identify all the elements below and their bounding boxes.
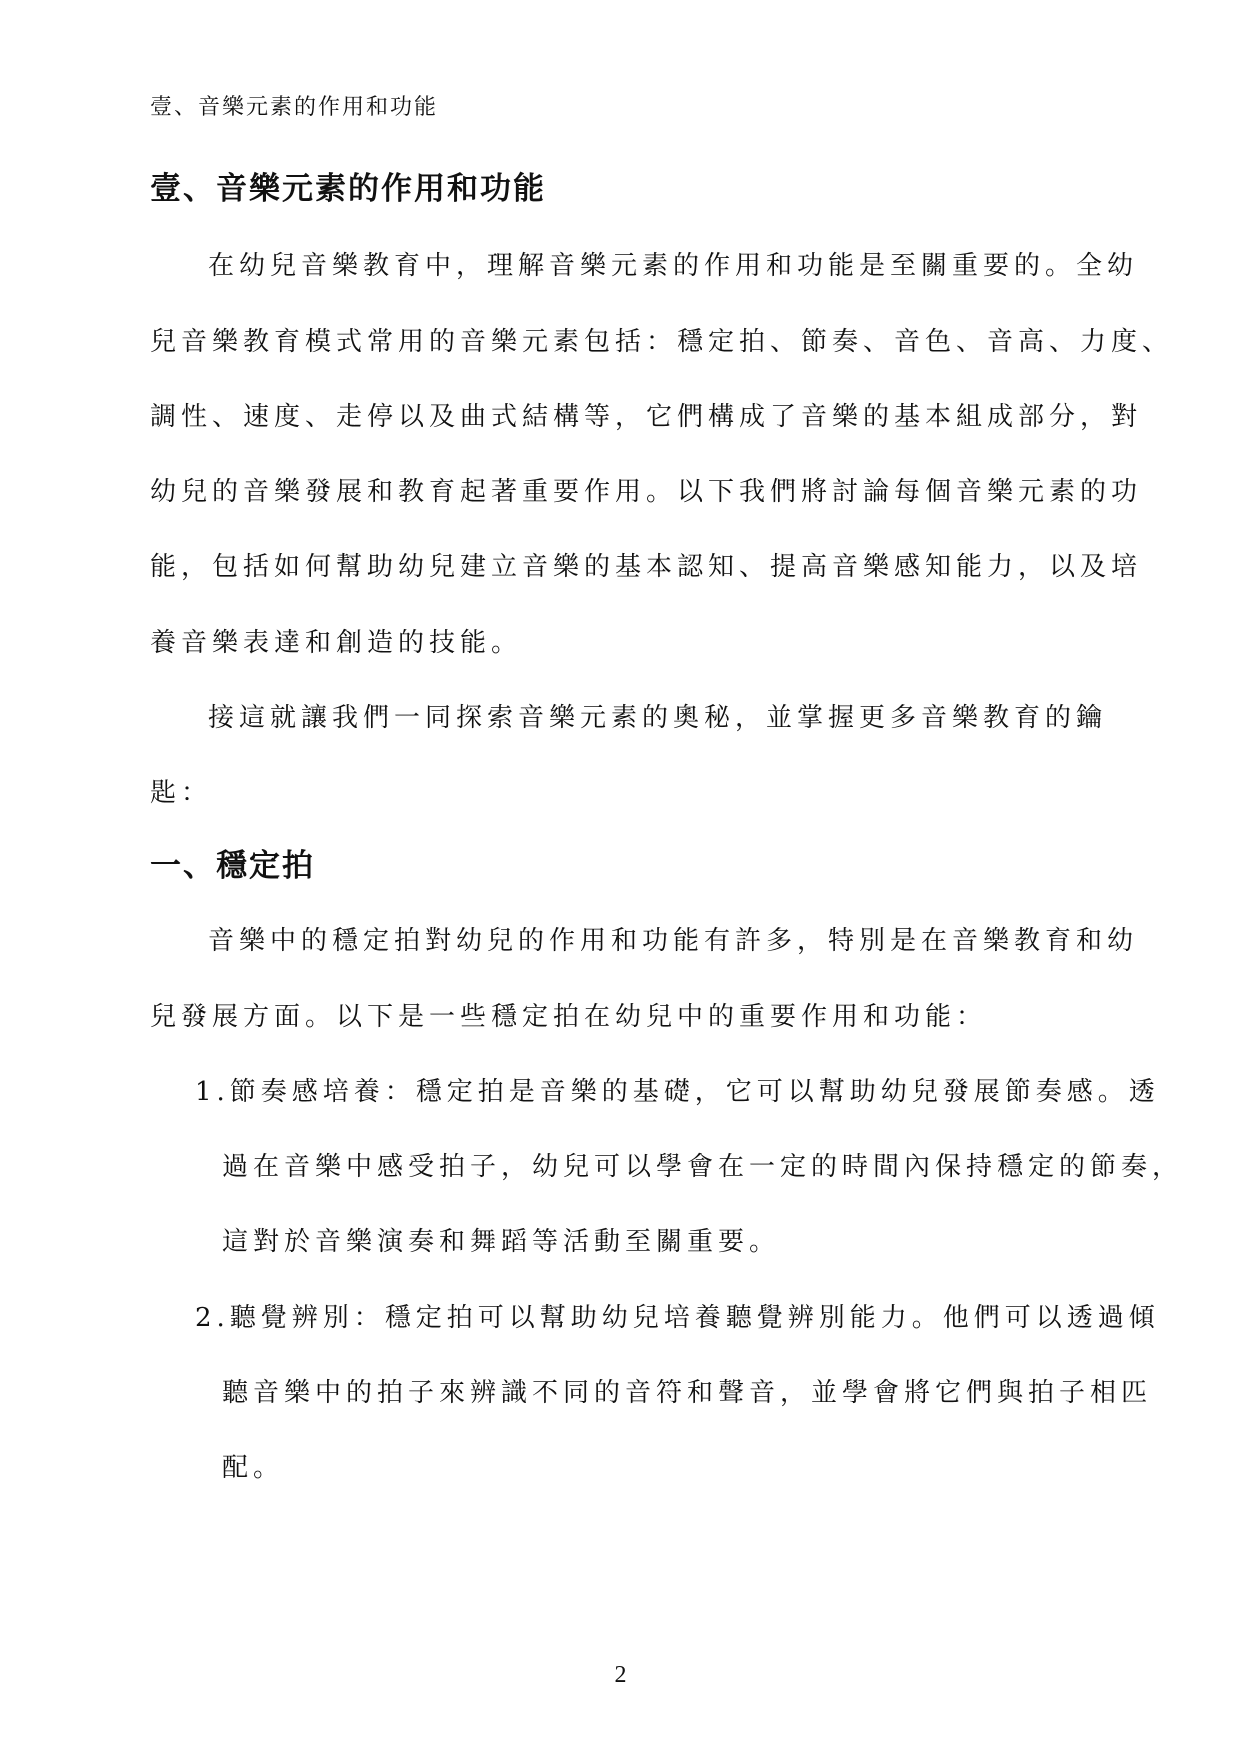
paragraph-line: 音樂中的穩定拍對幼兒的作用和功能有許多，特別是在音樂教育和幼	[208, 926, 1139, 956]
paragraph-line: 能，包括如何幫助幼兒建立音樂的基本認知、提高音樂感知能力，以及培	[150, 552, 1143, 582]
paragraph-line: 調性、速度、走停以及曲式結構等，它們構成了音樂的基本組成部分，對	[150, 402, 1143, 432]
list-item-line: 這對於音樂演奏和舞蹈等活動至關重要。	[222, 1227, 781, 1257]
paragraph-line: 接這就讓我們一同探索音樂元素的奧秘，並掌握更多音樂教育的鑰	[208, 703, 1108, 733]
paragraph-line: 幼兒的音樂發展和教育起著重要作用。以下我們將討論每個音樂元素的功	[150, 477, 1143, 507]
list-item-line: 配。	[222, 1453, 285, 1483]
section-heading: 壹、音樂元素的作用和功能	[150, 171, 546, 207]
list-item-line: 1.節奏感培養：穩定拍是音樂的基礎，它可以幫助幼兒發展節奏感。透	[195, 1077, 1160, 1107]
paragraph-line: 在幼兒音樂教育中，理解音樂元素的作用和功能是至關重要的。全幼	[208, 251, 1139, 281]
list-item-line: 過在音樂中感受拍子，幼兒可以學會在一定的時間內保持穩定的節奏，	[222, 1152, 1184, 1182]
page-number: 2	[614, 1662, 627, 1688]
paragraph-line: 匙：	[150, 778, 213, 808]
running-header: 壹、音樂元素的作用和功能	[150, 95, 439, 120]
paragraph-line: 兒發展方面。以下是一些穩定拍在幼兒中的重要作用和功能：	[150, 1002, 988, 1032]
subsection-heading: 一、穩定拍	[150, 848, 315, 884]
paragraph-line: 兒音樂教育模式常用的音樂元素包括：穩定拍、節奏、音色、音高、力度、	[150, 327, 1174, 357]
list-item-line: 聽音樂中的拍子來辨識不同的音符和聲音，並學會將它們與拍子相匹	[222, 1378, 1153, 1408]
paragraph-line: 養音樂表達和創造的技能。	[150, 628, 523, 658]
list-item-line: 2.聽覺辨別：穩定拍可以幫助幼兒培養聽覺辨別能力。他們可以透過傾	[195, 1303, 1160, 1333]
